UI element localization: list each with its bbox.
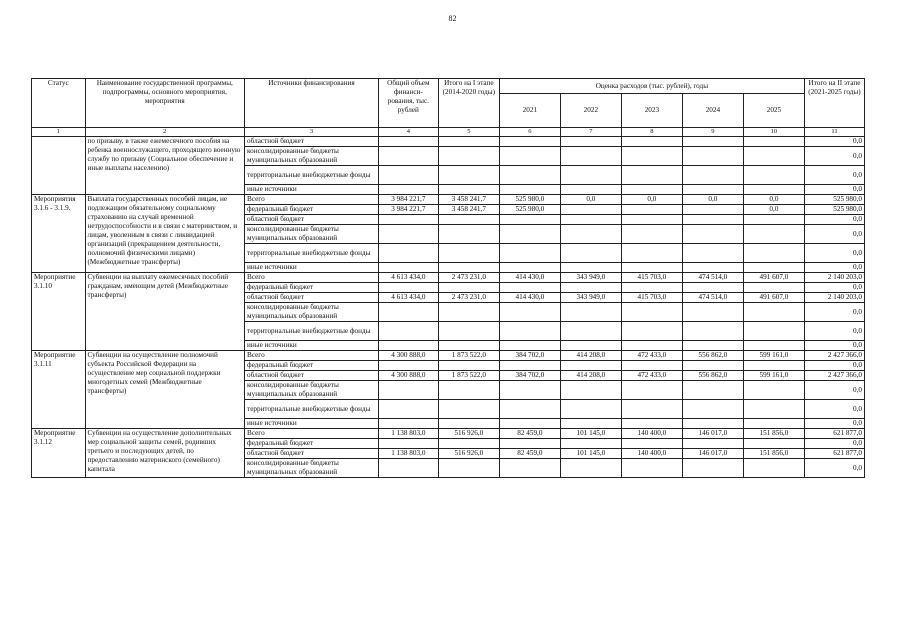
value-cell-y2025 <box>743 419 804 429</box>
value-cell-stage1 <box>438 400 499 419</box>
column-number: 4 <box>378 128 438 137</box>
value-cell-y2023 <box>621 244 682 263</box>
value-cell-stage1: 2 473 231,0 <box>438 273 499 283</box>
value-cell-stage1 <box>438 381 499 400</box>
value-cell-y2025: 151 856,0 <box>743 429 804 439</box>
value-cell-stage1 <box>438 459 499 478</box>
value-cell-y2021: 525 980,0 <box>499 205 560 215</box>
value-cell-y2025 <box>743 361 804 371</box>
funding-source-cell: иные источники <box>245 185 379 195</box>
value-cell-y2021 <box>499 459 560 478</box>
value-cell-y2021 <box>499 439 560 449</box>
value-cell-y2024 <box>682 225 743 244</box>
value-cell-stage1 <box>438 215 499 225</box>
value-cell-total <box>378 361 438 371</box>
stage2-total-cell: 0,0 <box>804 185 864 195</box>
value-cell-y2024 <box>682 263 743 273</box>
value-cell-stage1 <box>438 361 499 371</box>
table-row <box>32 195 865 205</box>
column-number: 7 <box>560 128 621 137</box>
value-cell-y2022 <box>560 205 621 215</box>
stage2-total-cell: 0,0 <box>804 400 864 419</box>
stage2-total-cell: 0,0 <box>804 263 864 273</box>
funding-source-cell: территориальные внебюджетные фонды <box>245 400 379 419</box>
header-total: Общий объем финанси-рования, тыс. рублей <box>378 79 438 128</box>
stage2-total-cell: 0,0 <box>804 303 864 322</box>
value-cell-y2025 <box>743 147 804 166</box>
value-cell-y2021 <box>499 147 560 166</box>
table-row <box>32 273 865 283</box>
value-cell-stage1 <box>438 303 499 322</box>
value-cell-y2022 <box>560 225 621 244</box>
value-cell-y2023 <box>621 400 682 419</box>
column-number: 6 <box>499 128 560 137</box>
status-cell <box>32 137 86 195</box>
measure-name-cell: по призыву, в также ежемесячного пособия на ребенка военнослужащего, проходящего военную службу по призыву (Социальное обеспечение и иные выплаты населению) <box>85 137 245 195</box>
funding-source-cell: консолидированные бюджеты муниципальных образований <box>245 225 379 244</box>
value-cell-stage1: 516 926,0 <box>438 449 499 459</box>
value-cell-y2022 <box>560 166 621 185</box>
value-cell-y2025 <box>743 215 804 225</box>
value-cell-y2024: 0,0 <box>682 195 743 205</box>
value-cell-total: 4 613 434,0 <box>378 273 438 283</box>
value-cell-y2023: 0,0 <box>621 195 682 205</box>
value-cell-stage1: 1 873 522,0 <box>438 371 499 381</box>
value-cell-total: 3 984 221,7 <box>378 205 438 215</box>
value-cell-y2022 <box>560 185 621 195</box>
value-cell-stage1 <box>438 439 499 449</box>
value-cell-y2021: 414 430,0 <box>499 273 560 283</box>
value-cell-stage1 <box>438 225 499 244</box>
status-cell: Мероприятие 3.1.12 <box>32 429 86 478</box>
stage2-total-cell: 0,0 <box>804 419 864 429</box>
value-cell-y2022 <box>560 263 621 273</box>
value-cell-y2025: 491 607,0 <box>743 273 804 283</box>
table-row <box>32 137 865 147</box>
value-cell-y2025: 0,0 <box>743 205 804 215</box>
funding-source-cell: федеральный бюджет <box>245 205 379 215</box>
funding-source-cell: федеральный бюджет <box>245 439 379 449</box>
header-year-2024: 2024 <box>682 94 743 128</box>
value-cell-y2023: 140 400,0 <box>621 429 682 439</box>
measure-name-cell: Выплата государственных пособий лицам, не подлежащим обязательному социальному страхованию на случай временной нетрудоспособности и в связи с материнством, и лицам, уволенным в связи с ликвидацией организаций (прекращением деятельности, полномочий физическими лицами) (Межбюджетные трансферты) <box>85 195 245 273</box>
value-cell-stage1 <box>438 341 499 351</box>
value-cell-y2023: 415 703,0 <box>621 293 682 303</box>
stage2-total-cell: 2 140 203,0 <box>804 293 864 303</box>
value-cell-y2021 <box>499 381 560 400</box>
value-cell-y2023 <box>621 459 682 478</box>
stage2-total-cell: 525 980,0 <box>804 205 864 215</box>
value-cell-y2025 <box>743 341 804 351</box>
value-cell-y2023 <box>621 439 682 449</box>
value-cell-y2024: 556 862,0 <box>682 371 743 381</box>
value-cell-y2022 <box>560 322 621 341</box>
value-cell-y2022 <box>560 419 621 429</box>
value-cell-y2022 <box>560 459 621 478</box>
funding-source-cell: областной бюджет <box>245 293 379 303</box>
value-cell-y2021 <box>499 419 560 429</box>
header-stage1: Итого на I этапе (2014-2020 годы) <box>438 79 499 128</box>
value-cell-y2021: 82 459,0 <box>499 429 560 439</box>
stage2-total-cell: 0,0 <box>804 225 864 244</box>
value-cell-y2022 <box>560 341 621 351</box>
value-cell-stage1 <box>438 166 499 185</box>
value-cell-y2023: 415 703,0 <box>621 273 682 283</box>
value-cell-y2025 <box>743 166 804 185</box>
stage2-total-cell: 525 980,0 <box>804 195 864 205</box>
status-cell: Мероприятие 3.1.10 <box>32 273 86 351</box>
value-cell-y2025 <box>743 459 804 478</box>
funding-source-cell: Всего <box>245 351 379 361</box>
measure-name-cell: Субвенции на выплату ежемесячных пособий гражданам, имеющим детей (Межбюджетные трансферты) <box>85 273 245 351</box>
value-cell-y2023 <box>621 303 682 322</box>
header-year-2025: 2025 <box>743 94 804 128</box>
value-cell-y2025 <box>743 225 804 244</box>
value-cell-total <box>378 381 438 400</box>
value-cell-y2023: 472 433,0 <box>621 371 682 381</box>
value-cell-y2022: 101 145,0 <box>560 449 621 459</box>
value-cell-y2024 <box>682 283 743 293</box>
table-header <box>32 79 865 137</box>
value-cell-total <box>378 215 438 225</box>
value-cell-y2023 <box>621 419 682 429</box>
funding-source-cell: консолидированные бюджеты муниципальных образований <box>245 303 379 322</box>
column-number: 5 <box>438 128 499 137</box>
funding-source-cell: консолидированные бюджеты муниципальных образований <box>245 459 379 478</box>
header-year-2023: 2023 <box>621 94 682 128</box>
value-cell-stage1: 516 926,0 <box>438 429 499 439</box>
value-cell-y2022 <box>560 147 621 166</box>
value-cell-y2025 <box>743 283 804 293</box>
value-cell-y2022 <box>560 303 621 322</box>
value-cell-y2023 <box>621 185 682 195</box>
value-cell-y2025 <box>743 137 804 147</box>
header-source: Источники финансирования <box>245 79 379 128</box>
stage2-total-cell: 0,0 <box>804 459 864 478</box>
value-cell-y2025 <box>743 439 804 449</box>
value-cell-y2023 <box>621 205 682 215</box>
value-cell-y2021 <box>499 225 560 244</box>
value-cell-total <box>378 419 438 429</box>
column-number: 1 <box>32 128 86 137</box>
value-cell-y2025: 491 607,0 <box>743 293 804 303</box>
stage2-total-cell: 0,0 <box>804 439 864 449</box>
stage2-total-cell: 0,0 <box>804 244 864 263</box>
funding-source-cell: областной бюджет <box>245 371 379 381</box>
value-cell-y2022 <box>560 400 621 419</box>
value-cell-y2021 <box>499 361 560 371</box>
value-cell-total <box>378 147 438 166</box>
value-cell-y2022: 343 949,0 <box>560 293 621 303</box>
value-cell-y2021 <box>499 185 560 195</box>
funding-source-cell: федеральный бюджет <box>245 361 379 371</box>
value-cell-y2021: 82 459,0 <box>499 449 560 459</box>
value-cell-y2024: 474 514,0 <box>682 273 743 283</box>
value-cell-y2022: 101 145,0 <box>560 429 621 439</box>
funding-source-cell: Всего <box>245 273 379 283</box>
status-cell: Мероприятия 3.1.6 - 3.1.9. <box>32 195 86 273</box>
value-cell-y2023 <box>621 225 682 244</box>
page-number: 82 <box>448 14 457 23</box>
value-cell-y2021: 384 702,0 <box>499 351 560 361</box>
value-cell-total: 1 138 803,0 <box>378 429 438 439</box>
value-cell-y2024 <box>682 205 743 215</box>
value-cell-total: 4 300 888,0 <box>378 351 438 361</box>
stage2-total-cell: 621 877,0 <box>804 429 864 439</box>
value-cell-y2021 <box>499 215 560 225</box>
funding-source-cell: консолидированные бюджеты муниципальных образований <box>245 381 379 400</box>
value-cell-y2025 <box>743 400 804 419</box>
stage2-total-cell: 621 877,0 <box>804 449 864 459</box>
value-cell-y2021 <box>499 283 560 293</box>
value-cell-total <box>378 303 438 322</box>
value-cell-y2024: 146 017,0 <box>682 449 743 459</box>
stage2-total-cell: 0,0 <box>804 283 864 293</box>
value-cell-total: 4 300 888,0 <box>378 371 438 381</box>
value-cell-stage1 <box>438 137 499 147</box>
value-cell-stage1 <box>438 283 499 293</box>
column-number: 9 <box>682 128 743 137</box>
value-cell-y2022 <box>560 244 621 263</box>
value-cell-y2024 <box>682 185 743 195</box>
funding-source-cell: иные источники <box>245 263 379 273</box>
value-cell-y2023 <box>621 341 682 351</box>
value-cell-y2021 <box>499 244 560 263</box>
value-cell-y2021: 525 980,0 <box>499 195 560 205</box>
table-row <box>32 351 865 361</box>
value-cell-total <box>378 225 438 244</box>
value-cell-y2022: 414 208,0 <box>560 351 621 361</box>
header-year-2021: 2021 <box>499 94 560 128</box>
value-cell-y2021: 414 430,0 <box>499 293 560 303</box>
stage2-total-cell: 2 140 203,0 <box>804 273 864 283</box>
value-cell-y2022: 414 208,0 <box>560 371 621 381</box>
value-cell-y2021 <box>499 400 560 419</box>
value-cell-y2023: 140 400,0 <box>621 449 682 459</box>
value-cell-y2021: 384 702,0 <box>499 371 560 381</box>
stage2-total-cell: 0,0 <box>804 361 864 371</box>
value-cell-total: 3 984 221,7 <box>378 195 438 205</box>
value-cell-total <box>378 166 438 185</box>
header-estimate: Оценка расходов (тыс. рублей), годы <box>499 79 804 94</box>
header-stage2: Итого на II этапе (2021-2025 годы) <box>804 79 864 128</box>
funding-source-cell: Всего <box>245 429 379 439</box>
value-cell-y2023 <box>621 381 682 400</box>
stage2-total-cell: 2 427 366,0 <box>804 371 864 381</box>
stage2-total-cell: 0,0 <box>804 137 864 147</box>
value-cell-y2024 <box>682 303 743 322</box>
value-cell-y2024: 556 862,0 <box>682 351 743 361</box>
funding-source-cell: Всего <box>245 195 379 205</box>
measure-name-cell: Субвенции на осуществление дополнительных мер социальной защиты семей, родивших третьего и последующих детей, по предоставлению материнского (семейного) капитала <box>85 429 245 478</box>
value-cell-y2023 <box>621 137 682 147</box>
value-cell-y2023 <box>621 263 682 273</box>
value-cell-y2024 <box>682 459 743 478</box>
value-cell-y2022: 0,0 <box>560 195 621 205</box>
funding-source-cell: областной бюджет <box>245 215 379 225</box>
value-cell-y2024 <box>682 381 743 400</box>
value-cell-y2024 <box>682 244 743 263</box>
funding-source-cell: иные источники <box>245 341 379 351</box>
table-row <box>32 429 865 439</box>
stage2-total-cell: 0,0 <box>804 381 864 400</box>
column-number: 11 <box>804 128 864 137</box>
funding-source-cell: территориальные внебюджетные фонды <box>245 322 379 341</box>
value-cell-y2021 <box>499 263 560 273</box>
value-cell-y2022 <box>560 361 621 371</box>
value-cell-y2024 <box>682 341 743 351</box>
value-cell-total <box>378 283 438 293</box>
value-cell-stage1: 1 873 522,0 <box>438 351 499 361</box>
column-number: 2 <box>85 128 245 137</box>
value-cell-total: 1 138 803,0 <box>378 449 438 459</box>
value-cell-y2023 <box>621 147 682 166</box>
value-cell-y2021 <box>499 303 560 322</box>
value-cell-total: 4 613 434,0 <box>378 293 438 303</box>
value-cell-y2024 <box>682 400 743 419</box>
value-cell-y2025 <box>743 185 804 195</box>
value-cell-y2025 <box>743 244 804 263</box>
stage2-total-cell: 2 427 366,0 <box>804 351 864 361</box>
value-cell-y2025: 599 161,0 <box>743 351 804 361</box>
value-cell-y2024: 146 017,0 <box>682 429 743 439</box>
funding-source-cell: консолидированные бюджеты муниципальных образований <box>245 147 379 166</box>
measure-name-cell: Субвенции на осуществление полномочий субъекта Российской Федерации на осуществление мер социальной поддержки многодетных семей (Межбюджетные трансферты) <box>85 351 245 429</box>
value-cell-y2021 <box>499 166 560 185</box>
value-cell-stage1 <box>438 419 499 429</box>
header-name: Наименование государственной программы, подпрограммы, основного мероприятия, мероприятия <box>85 79 245 128</box>
value-cell-y2024 <box>682 166 743 185</box>
value-cell-y2022 <box>560 439 621 449</box>
value-cell-y2023 <box>621 322 682 341</box>
value-cell-y2023 <box>621 283 682 293</box>
header-year-2022: 2022 <box>560 94 621 128</box>
value-cell-y2025: 599 161,0 <box>743 371 804 381</box>
value-cell-y2023 <box>621 215 682 225</box>
value-cell-y2024 <box>682 361 743 371</box>
value-cell-stage1 <box>438 322 499 341</box>
header-status: Статус <box>32 79 86 128</box>
value-cell-y2025 <box>743 322 804 341</box>
value-cell-y2025 <box>743 263 804 273</box>
value-cell-stage1 <box>438 244 499 263</box>
value-cell-y2022 <box>560 381 621 400</box>
value-cell-y2025: 151 856,0 <box>743 449 804 459</box>
value-cell-y2024 <box>682 439 743 449</box>
stage2-total-cell: 0,0 <box>804 166 864 185</box>
funding-source-cell: областной бюджет <box>245 137 379 147</box>
value-cell-stage1: 3 458 241,7 <box>438 195 499 205</box>
funding-source-cell: федеральный бюджет <box>245 283 379 293</box>
value-cell-y2024: 474 514,0 <box>682 293 743 303</box>
value-cell-total <box>378 439 438 449</box>
stage2-total-cell: 0,0 <box>804 322 864 341</box>
value-cell-y2024 <box>682 322 743 341</box>
value-cell-total <box>378 459 438 478</box>
value-cell-y2022 <box>560 215 621 225</box>
value-cell-stage1 <box>438 185 499 195</box>
column-number: 8 <box>621 128 682 137</box>
status-cell: Мероприятие 3.1.11 <box>32 351 86 429</box>
value-cell-y2022 <box>560 137 621 147</box>
value-cell-y2022: 343 949,0 <box>560 273 621 283</box>
value-cell-y2024 <box>682 137 743 147</box>
funding-source-cell: областной бюджет <box>245 449 379 459</box>
column-number: 3 <box>245 128 379 137</box>
value-cell-stage1: 3 458 241,7 <box>438 205 499 215</box>
stage2-total-cell: 0,0 <box>804 215 864 225</box>
funding-source-cell: территориальные внебюджетные фонды <box>245 244 379 263</box>
value-cell-stage1 <box>438 147 499 166</box>
column-number-row <box>32 128 865 137</box>
value-cell-y2025 <box>743 381 804 400</box>
value-cell-total <box>378 322 438 341</box>
stage2-total-cell: 0,0 <box>804 341 864 351</box>
value-cell-y2025 <box>743 303 804 322</box>
funding-source-cell: территориальные внебюджетные фонды <box>245 166 379 185</box>
value-cell-y2021 <box>499 341 560 351</box>
value-cell-y2022 <box>560 283 621 293</box>
value-cell-y2023 <box>621 166 682 185</box>
funding-source-cell: иные источники <box>245 419 379 429</box>
value-cell-y2024 <box>682 147 743 166</box>
value-cell-stage1 <box>438 263 499 273</box>
value-cell-y2023 <box>621 361 682 371</box>
value-cell-total <box>378 341 438 351</box>
value-cell-stage1: 2 473 231,0 <box>438 293 499 303</box>
value-cell-y2021 <box>499 137 560 147</box>
table-body <box>32 137 865 478</box>
value-cell-total <box>378 244 438 263</box>
column-number: 10 <box>743 128 804 137</box>
value-cell-y2025: 0,0 <box>743 195 804 205</box>
value-cell-total <box>378 137 438 147</box>
value-cell-y2024 <box>682 419 743 429</box>
value-cell-y2024 <box>682 215 743 225</box>
stage2-total-cell: 0,0 <box>804 147 864 166</box>
value-cell-y2021 <box>499 322 560 341</box>
budget-table <box>31 78 865 478</box>
value-cell-total <box>378 400 438 419</box>
value-cell-total <box>378 263 438 273</box>
value-cell-total <box>378 185 438 195</box>
value-cell-y2023: 472 433,0 <box>621 351 682 361</box>
